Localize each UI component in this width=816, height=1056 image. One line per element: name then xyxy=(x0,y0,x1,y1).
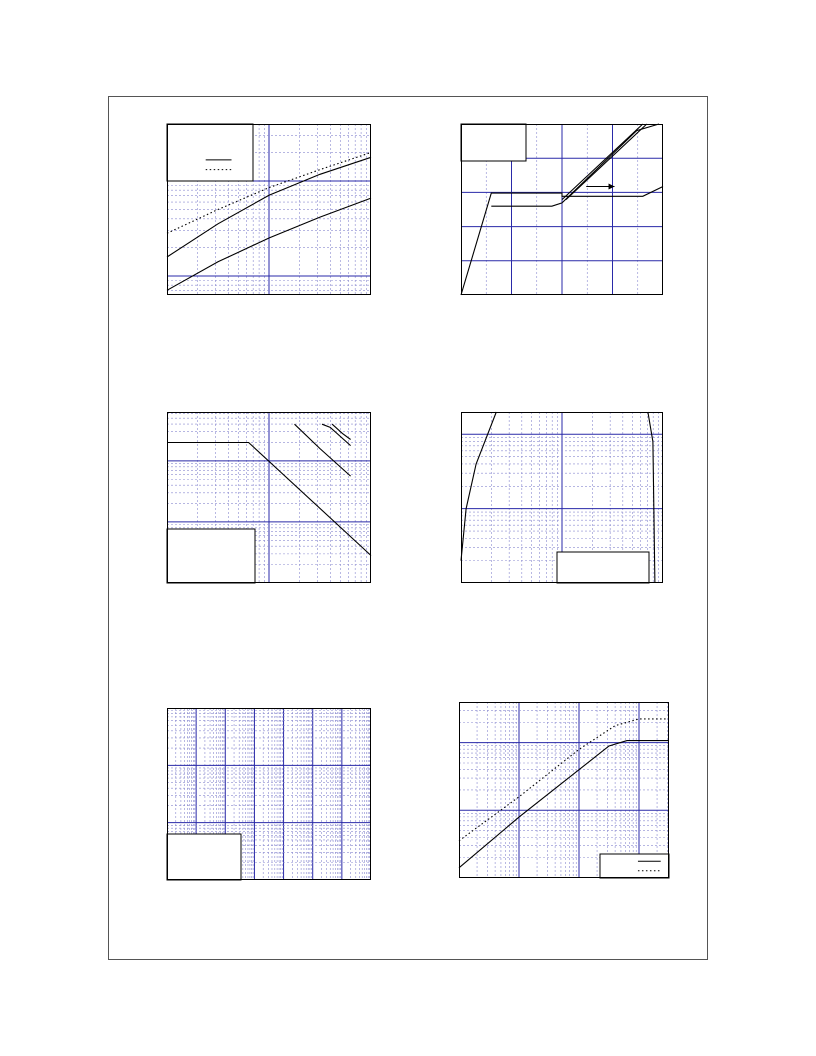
chart-top-right xyxy=(461,124,663,295)
series-line-3 xyxy=(562,124,643,200)
legend-box xyxy=(167,834,241,880)
chart-bottom-right xyxy=(459,702,669,878)
legend-box xyxy=(167,124,253,181)
legend-box xyxy=(557,552,649,583)
chart-middle-right xyxy=(461,412,663,583)
legend-box xyxy=(600,854,669,878)
series-line-4 xyxy=(566,124,647,200)
chart-middle-left xyxy=(167,412,371,583)
series-line-2 xyxy=(459,719,669,841)
legend-box xyxy=(167,529,255,583)
chart-top-left xyxy=(167,124,371,295)
series-line-1 xyxy=(459,741,669,868)
chart-bottom-left xyxy=(167,708,371,880)
legend-box xyxy=(461,124,526,161)
series-line-2 xyxy=(295,424,351,476)
annotation-arrow-head xyxy=(609,183,615,189)
